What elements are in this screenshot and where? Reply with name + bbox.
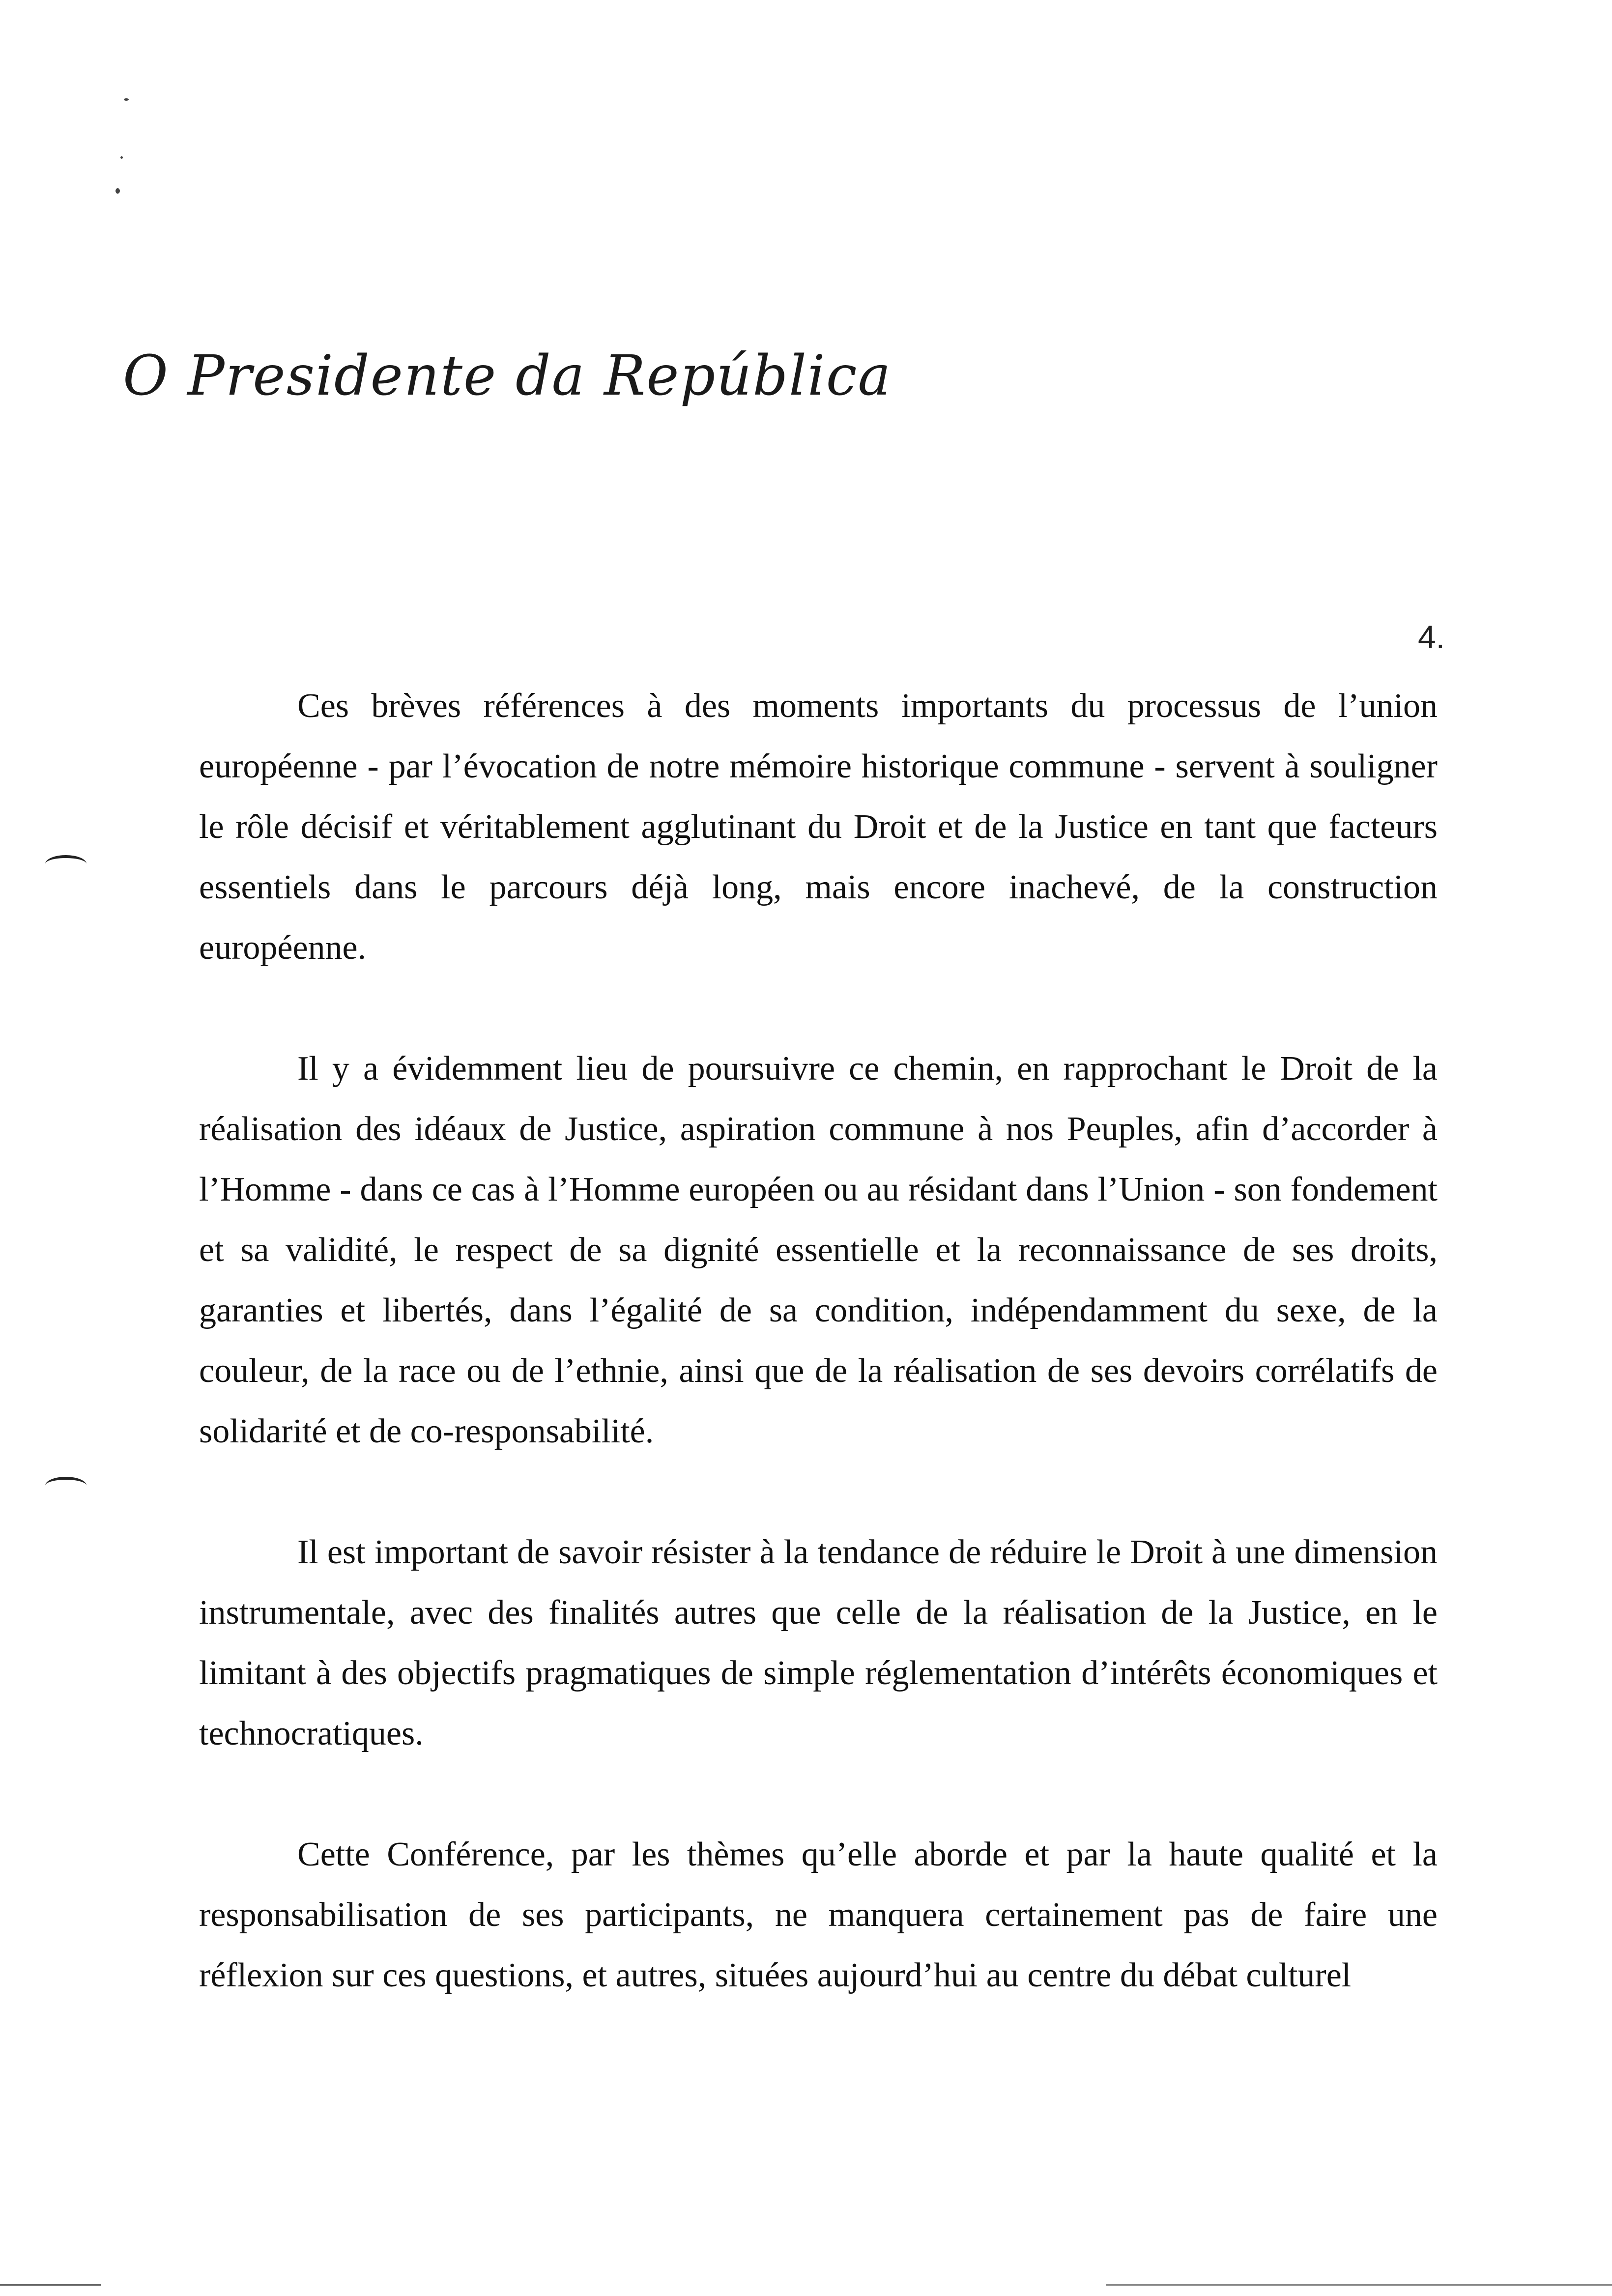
paragraph: Il est important de savoir résister à la tendance de réduire le Droit à une dimension instrumentale, avec des finalités autres que celle de la réalisation de la Justice, en le limitant à des objectifs pragmatiques de simple réglementation d’intérêts économiques et technocratiques. [199,1533,1438,1752]
margin-mark [45,855,86,873]
scan-speck [120,156,123,159]
margin-mark [45,1477,86,1494]
page-number: 4. [1417,619,1445,655]
document-body [199,676,1438,2006]
letterhead-title: O Presidente da República [123,344,892,408]
scan-edge-line [0,2284,101,2286]
paragraph: Ces brèves références à des moments importants du processus de l’union européenne - par l’évocation de notre mémoire historique commune - servent à souligner le rôle décisif et véritablement agglutinant du Droit et de la Justice en tant que facteurs essentiels dans le parcours déjà long, mais encore inachevé, de la construction européenne. [199,687,1438,967]
scan-speck [124,98,129,101]
scan-edge-line [1106,2284,1612,2286]
paragraph: Il y a évidemment lieu de poursuivre ce chemin, en rapprochant le Droit de la réalisation des idéaux de Justice, aspiration commune à nos Peuples, afin d’accorder à l’Homme - dans ce cas à l’Homme européen ou au résidant dans l’Union - son fondement et sa validité, le respect de sa dignité essentielle et la reconnaissance de ses droits, garanties et libertés, dans l’égalité de sa condition, indépendamment du sexe, de la couleur, de la race ou de l’ethnie, ainsi que de la réalisation de ses devoirs corrélatifs de solidarité et de co-responsabilité. [199,1050,1438,1450]
scan-speck [115,188,120,194]
paragraph: Cette Conférence, par les thèmes qu’elle aborde et par la haute qualité et la responsabilisation de ses participants, ne manquera certainement pas de faire une réflexion sur ces questions, et autres, situées aujourd’hui au centre du débat culturel [199,1836,1438,1994]
